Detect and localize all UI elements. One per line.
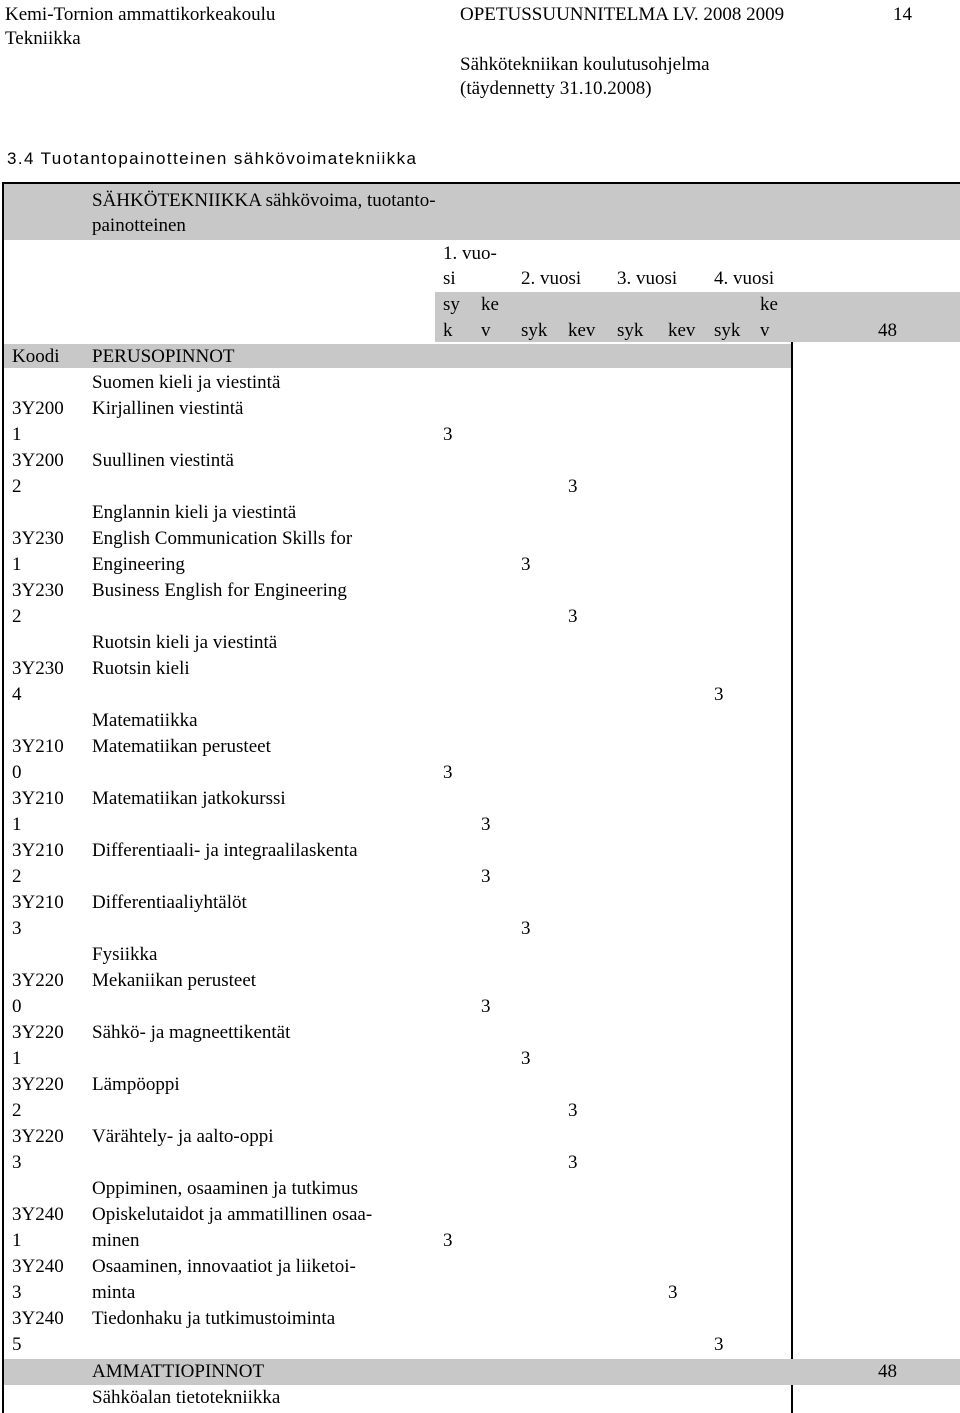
course-code: 3Y230 (12, 580, 64, 601)
course-name-continued: minta (92, 1282, 136, 1303)
course-credits: 3 (521, 1048, 531, 1069)
course-code-suffix: 1 (12, 1048, 22, 1069)
table-title-line-1: SÄHKÖTEKNIIKKA sähkövoima, tuotanto- (92, 190, 436, 211)
term-y4-syk: syk (714, 320, 741, 341)
course-code-suffix: 4 (12, 684, 22, 705)
course-credits: 3 (443, 424, 453, 445)
department-name: Tekniikka (5, 28, 81, 49)
course-name: Ruotsin kieli (92, 658, 190, 679)
course-code: 3Y220 (12, 1074, 64, 1095)
term-y3-kev: kev (668, 320, 696, 341)
year-1-header-line-2: si (443, 268, 456, 289)
course-name: Business English for Engineering (92, 580, 347, 601)
professional-studies-total: 48 (878, 1361, 897, 1382)
course-code: 3Y240 (12, 1308, 64, 1329)
professional-studies-label: AMMATTIOPINNOT (92, 1361, 265, 1382)
course-credits: 3 (521, 554, 531, 575)
term-y2-kev: kev (568, 320, 596, 341)
course-name: Differentiaali- ja integraalilaskenta (92, 840, 358, 861)
course-credits: 3 (714, 684, 724, 705)
course-code: 3Y210 (12, 788, 64, 809)
course-name: Oppiminen, osaaminen ja tutkimus (92, 1178, 358, 1199)
course-credits: 3 (443, 1230, 453, 1251)
course-code-suffix: 3 (12, 1152, 22, 1173)
course-code: 3Y240 (12, 1256, 64, 1277)
course-code-suffix: 2 (12, 476, 22, 497)
table-title-line-2: painotteinen (92, 215, 186, 236)
year-4-header: 4. vuosi (714, 268, 775, 289)
course-code-suffix: 3 (12, 918, 22, 939)
course-name: Ruotsin kieli ja viestintä (92, 632, 278, 653)
course-name: Differentiaaliyhtälöt (92, 892, 247, 913)
total-credits-header: 48 (878, 320, 897, 341)
term-y1-syk-line-2: k (443, 320, 453, 341)
year-2-header: 2. vuosi (521, 268, 582, 289)
course-code: 3Y220 (12, 970, 64, 991)
course-name: Sähkö- ja magneettikentät (92, 1022, 291, 1043)
course-name-continued: minen (92, 1230, 140, 1251)
total-column-divider (791, 292, 793, 1413)
course-name: Tiedonhaku ja tutkimustoiminta (92, 1308, 336, 1329)
course-credits: 3 (481, 866, 491, 887)
course-code: 3Y230 (12, 658, 64, 679)
professional-group-label: Sähköalan tietotekniikka (92, 1387, 281, 1408)
course-credits: 3 (568, 476, 578, 497)
course-code: 3Y240 (12, 1204, 64, 1225)
course-name: Opiskelutaidot ja ammatillinen osaa- (92, 1204, 373, 1225)
course-credits: 3 (714, 1334, 724, 1355)
course-code: 3Y200 (12, 450, 64, 471)
course-name: Matematiikka (92, 710, 198, 731)
course-name-continued: Engineering (92, 554, 185, 575)
course-name: English Communication Skills for (92, 528, 353, 549)
term-y2-syk: syk (521, 320, 548, 341)
course-code-suffix: 0 (12, 996, 22, 1017)
term-y1-syk-line-1: sy (443, 294, 460, 315)
year-3-header: 3. vuosi (617, 268, 678, 289)
course-code: 3Y210 (12, 736, 64, 757)
course-name: Osaaminen, innovaatiot ja liiketoi- (92, 1256, 356, 1277)
course-name: Matematiikan perusteet (92, 736, 271, 757)
course-code: 3Y220 (12, 1022, 64, 1043)
term-y4-kev-line-2: v (760, 320, 770, 341)
year-1-header-line-1: 1. vuo- (443, 243, 497, 264)
institution-name: Kemi-Tornion ammattikorkeakoulu (5, 4, 276, 25)
course-name: Matematiikan jatkokurssi (92, 788, 286, 809)
koodi-header: Koodi (12, 346, 60, 367)
course-code-suffix: 1 (12, 554, 22, 575)
term-y1-kev-line-1: ke (481, 294, 499, 315)
term-y3-syk: syk (617, 320, 644, 341)
course-name: Kirjallinen viestintä (92, 398, 244, 419)
course-code-suffix: 2 (12, 866, 22, 887)
course-code-suffix: 1 (12, 814, 22, 835)
course-code-suffix: 1 (12, 424, 22, 445)
course-name: Lämpöoppi (92, 1074, 180, 1095)
course-code: 3Y220 (12, 1126, 64, 1147)
course-credits: 3 (443, 762, 453, 783)
page-number: 14 (893, 4, 912, 25)
course-credits: 3 (568, 1152, 578, 1173)
updated-note: (täydennetty 31.10.2008) (460, 78, 652, 99)
curriculum-title: OPETUSSUUNNITELMA LV. 2008 2009 (460, 4, 785, 25)
course-code-suffix: 2 (12, 1100, 22, 1121)
course-name: Fysiikka (92, 944, 158, 965)
course-credits: 3 (668, 1282, 678, 1303)
basic-studies-label: PERUSOPINNOT (92, 346, 235, 367)
course-code-suffix: 2 (12, 606, 22, 627)
course-code: 3Y210 (12, 892, 64, 913)
course-credits: 3 (521, 918, 531, 939)
course-name: Suullinen viestintä (92, 450, 234, 471)
term-y4-kev-line-1: ke (760, 294, 778, 315)
course-credits: 3 (481, 814, 491, 835)
course-credits: 3 (481, 996, 491, 1017)
course-code: 3Y210 (12, 840, 64, 861)
course-code: 3Y230 (12, 528, 64, 549)
course-code-suffix: 5 (12, 1334, 22, 1355)
course-code: 3Y200 (12, 398, 64, 419)
term-y1-kev-line-2: v (481, 320, 491, 341)
course-credits: 3 (568, 606, 578, 627)
section-title: 3.4 Tuotantopainotteinen sähkövoimatekniikka (7, 149, 418, 168)
programme-name: Sähkötekniikan koulutusohjelma (460, 54, 710, 75)
course-code-suffix: 0 (12, 762, 22, 783)
course-code-suffix: 1 (12, 1230, 22, 1251)
course-credits: 3 (568, 1100, 578, 1121)
course-name: Englannin kieli ja viestintä (92, 502, 297, 523)
course-name: Mekaniikan perusteet (92, 970, 257, 991)
course-name: Suomen kieli ja viestintä (92, 372, 281, 393)
course-code-suffix: 3 (12, 1282, 22, 1303)
course-name: Värähtely- ja aalto-oppi (92, 1126, 274, 1147)
